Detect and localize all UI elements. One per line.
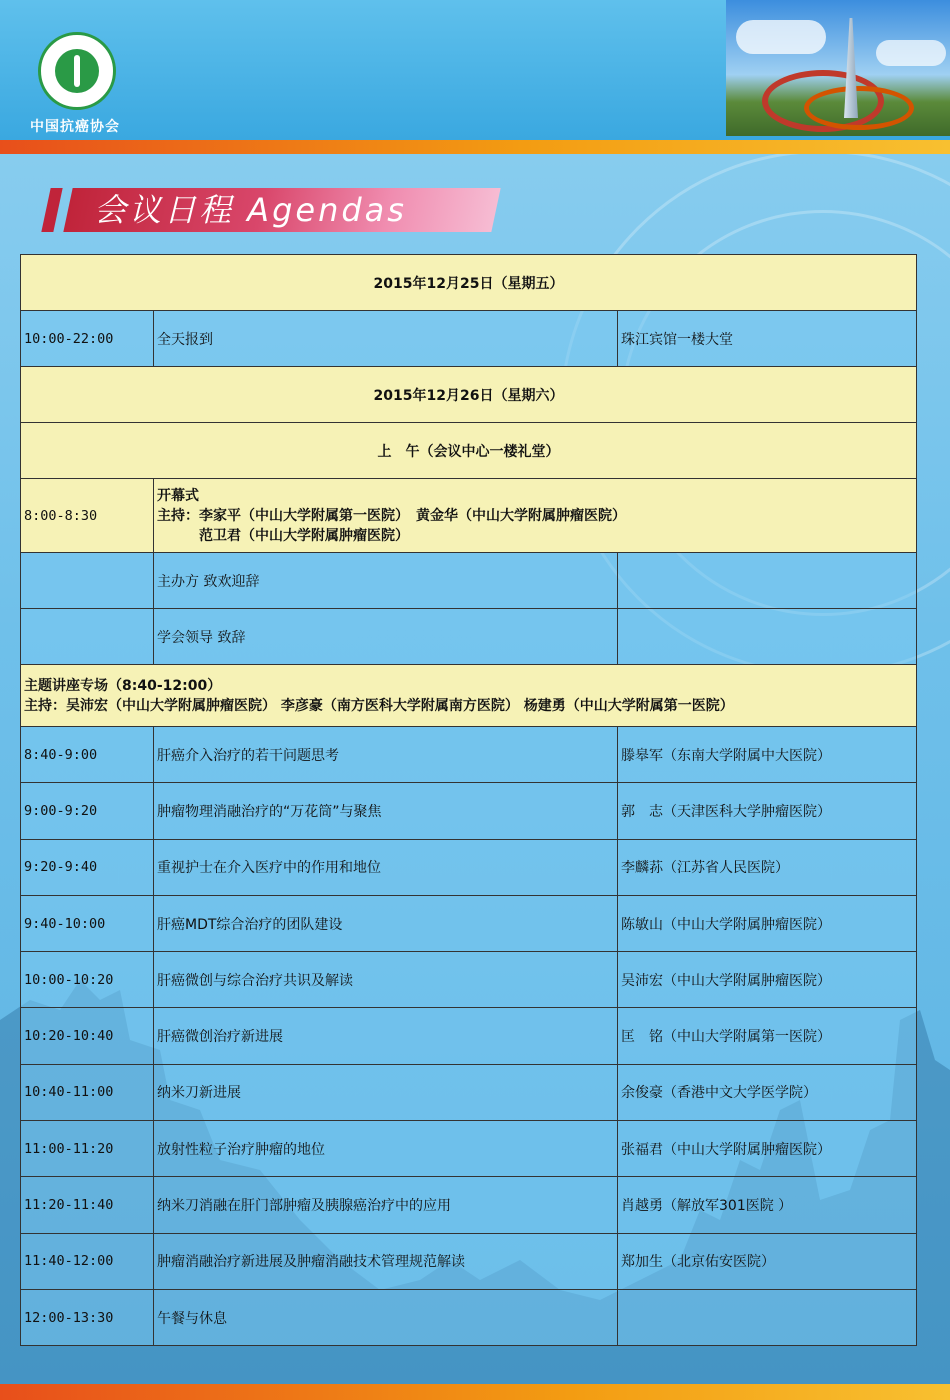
speaker-cell: 郑加生（北京佑安医院） [618,1233,917,1289]
opening-hosts-cont: 范卫君（中山大学附属肿瘤医院） [157,527,409,544]
speaker-cell: 吴沛宏（中山大学附属肿瘤医院） [618,952,917,1008]
session-header-row [21,665,917,727]
speaker-cell: 郭 志（天津医科大学肿瘤医院） [618,783,917,839]
page-title: 会议日程 Agendas [94,191,407,229]
topic-cell: 重视护士在介入医疗中的作用和地位 [154,839,618,895]
date-header-row [21,255,917,311]
time-cell: 11:00-11:20 [21,1121,154,1177]
time-cell: 9:20-9:40 [21,839,154,895]
topic-cell: 肿瘤消融治疗新进展及肿瘤消融技术管理规范解读 [154,1233,618,1289]
speaker-cell [618,553,917,609]
association-logo [38,32,116,110]
opening-hosts: 主持：李家平（中山大学附属第一医院） 黄金华（中山大学附属肿瘤医院） [157,507,626,524]
time-cell: 9:40-10:00 [21,895,154,951]
time-cell: 9:00-9:20 [21,783,154,839]
time-cell: 10:00-10:20 [21,952,154,1008]
item-cell: 全天报到 [154,311,618,367]
logo-emblem-icon [55,49,99,93]
topic-cell: 肝癌微创与综合治疗共识及解读 [154,952,618,1008]
time-cell [21,553,154,609]
table-row [21,895,917,951]
opening-cell [154,479,917,553]
table-row [21,553,917,609]
speaker-cell [618,1289,917,1345]
table-row [21,609,917,665]
speaker-cell: 余俊豪（香港中文大学医学院） [618,1064,917,1120]
table-row [21,1008,917,1064]
speaker-cell: 肖越勇（解放军301医院 ） [618,1177,917,1233]
time-cell: 12:00-13:30 [21,1289,154,1345]
opening-title: 开幕式 [157,487,199,504]
session-header-row [21,423,917,479]
speaker-cell [618,609,917,665]
topic-cell: 放射性粒子治疗肿瘤的地位 [154,1121,618,1177]
footer-stripe [0,1384,950,1400]
table-row [21,311,917,367]
item-cell: 学会领导 致辞 [154,609,618,665]
speaker-cell: 陈敏山（中山大学附属肿瘤医院） [618,895,917,951]
table-row [21,1233,917,1289]
section-title-banner [46,186,496,232]
speaker-cell: 匡 铭（中山大学附属第一医院） [618,1008,917,1064]
speaker-cell: 滕皋军（东南大学附属中大医院） [618,727,917,783]
table-row [21,1289,917,1345]
date-header-row [21,367,917,423]
time-cell: 8:40-9:00 [21,727,154,783]
morning-header: 上 午（会议中心一楼礼堂） [21,423,917,479]
table-row [21,952,917,1008]
session-cell [21,665,917,727]
speaker-cell: 张福君（中山大学附属肿瘤医院） [618,1121,917,1177]
session-title: 主题讲座专场（8:40-12:00） [24,677,222,694]
table-row [21,839,917,895]
topic-cell: 肝癌介入治疗的若干问题思考 [154,727,618,783]
topic-cell: 纳米刀新进展 [154,1064,618,1120]
location-cell: 珠江宾馆一楼大堂 [618,311,917,367]
table-row [21,783,917,839]
table-row [21,727,917,783]
session-hosts: 主持：吴沛宏（中山大学附属肿瘤医院） 李彦豪（南方医科大学附属南方医院） 杨建勇（中山大学附属第一医院） [24,697,734,714]
time-cell: 10:00-22:00 [21,311,154,367]
organization-name: 中国抗癌协会 [30,119,120,135]
time-cell [21,609,154,665]
time-cell: 11:40-12:00 [21,1233,154,1289]
opening-row [21,479,917,553]
topic-cell: 纳米刀消融在肝门部肿瘤及胰腺癌治疗中的应用 [154,1177,618,1233]
topic-cell: 午餐与休息 [154,1289,618,1345]
speaker-cell: 李麟荪（江苏省人民医院） [618,839,917,895]
date-header: 2015年12月25日（星期五） [21,255,917,311]
topic-cell: 肿瘤物理消融治疗的“万花筒”与聚焦 [154,783,618,839]
table-row [21,1064,917,1120]
time-cell: 10:40-11:00 [21,1064,154,1120]
topic-cell: 肝癌MDT综合治疗的团队建设 [154,895,618,951]
talks-list [21,727,917,1346]
table-row [21,1121,917,1177]
time-cell: 10:20-10:40 [21,1008,154,1064]
header-stripe [0,140,950,154]
landmark-photo [726,0,950,136]
table-row [21,1177,917,1233]
page-header [0,0,950,140]
time-cell: 8:00-8:30 [21,479,154,553]
item-cell: 主办方 致欢迎辞 [154,553,618,609]
topic-cell: 肝癌微创治疗新进展 [154,1008,618,1064]
agenda-table [20,254,917,1346]
date-header: 2015年12月26日（星期六） [21,367,917,423]
time-cell: 11:20-11:40 [21,1177,154,1233]
